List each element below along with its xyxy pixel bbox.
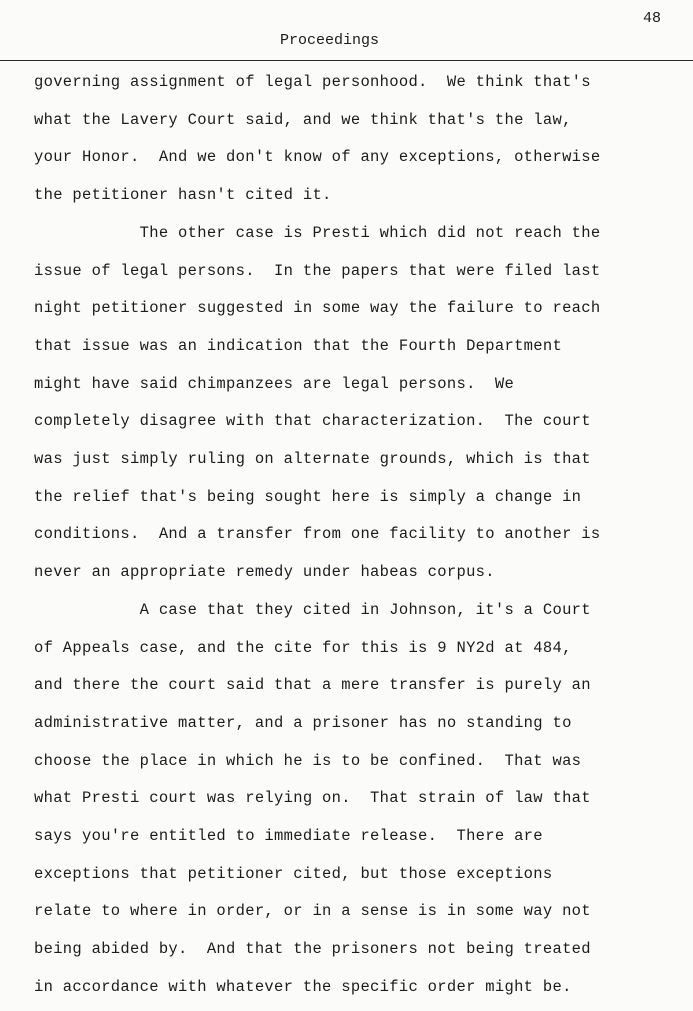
transcript-line: and there the court said that a mere transfer is purely an (34, 676, 591, 695)
transcript-line: says you're entitled to immediate release. There are (34, 827, 543, 845)
transcript-line: night petitioner suggested in some way the failure to reach (34, 299, 601, 318)
transcript-line: that issue was an indication that the Fourth Department (34, 336, 563, 355)
transcript-line: completely disagree with that characterization. The court (34, 412, 591, 431)
transcript-line: the petitioner hasn't cited it. (34, 186, 332, 205)
transcript-line: governing assignment of legal personhood. We think that's (34, 73, 591, 91)
transcript-line: exceptions that petitioner cited, but those exceptions (34, 864, 553, 883)
transcript-line: conditions. And a transfer from one facility to another is (34, 525, 601, 544)
header-rule (0, 60, 693, 61)
transcript-line: relate to where in order, or in a sense is in some way not (34, 902, 591, 921)
transcript-body (0, 72, 693, 1002)
transcript-line: what the Lavery Court said, and we think that's the law, (34, 110, 572, 129)
transcript-line: was just simply ruling on alternate grounds, which is that (34, 450, 591, 468)
page-header-title: Proceedings (280, 32, 380, 49)
transcript-line: A case that they cited in Johnson, it's a Court (34, 600, 591, 619)
transcript-line: issue of legal persons. In the papers that were filed last (34, 261, 601, 280)
transcript-line: what Presti court was relying on. That strain of law that (34, 789, 591, 808)
transcript-line: the relief that's being sought here is simply a change in (34, 487, 582, 506)
transcript-line: of Appeals case, and the cite for this is 9 NY2d at 484, (34, 638, 572, 657)
transcript-line: never an appropriate remedy under habeas corpus. (34, 563, 495, 582)
transcript-line: being abided by. And that the prisoners not being treated (34, 940, 591, 959)
page-number: 48 (643, 10, 662, 27)
transcript-line: The other case is Presti which did not reach the (34, 223, 601, 242)
transcript-line: in accordance with whatever the specific order might be. (34, 977, 572, 996)
transcript-line: your Honor. And we don't know of any exceptions, otherwise (34, 148, 601, 167)
transcript-line: choose the place in which he is to be confined. That was (34, 751, 582, 770)
transcript-line: might have said chimpanzees are legal persons. We (34, 374, 515, 393)
transcript-line: administrative matter, and a prisoner has no standing to (34, 713, 572, 732)
